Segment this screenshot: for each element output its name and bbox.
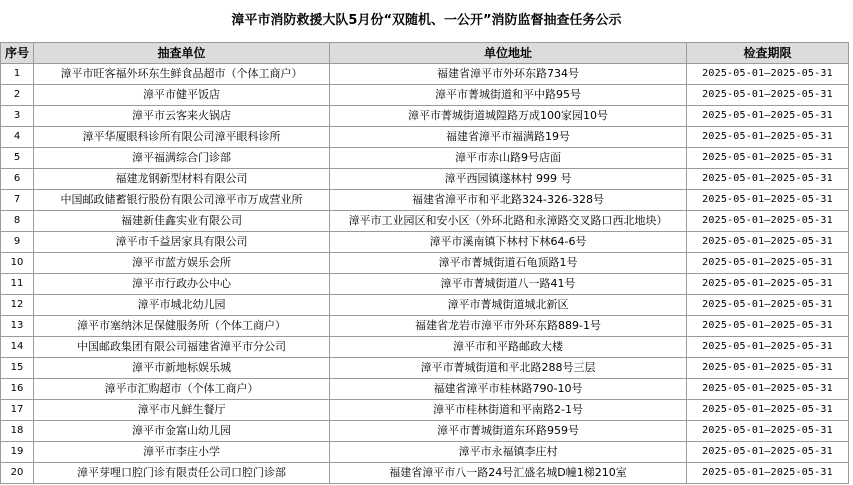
cell-number[interactable]: 20	[1, 463, 34, 484]
table-row	[1, 295, 849, 316]
cell-unit[interactable]: 漳平市城北幼儿园	[34, 295, 330, 316]
table-row	[1, 232, 849, 253]
cell-period[interactable]: 2025-05-01—2025-05-31	[687, 232, 849, 253]
cell-period[interactable]: 2025-05-01—2025-05-31	[687, 127, 849, 148]
cell-number[interactable]: 14	[1, 337, 34, 358]
cell-number[interactable]: 17	[1, 400, 34, 421]
cell-period[interactable]: 2025-05-01—2025-05-31	[687, 106, 849, 127]
table-row	[1, 463, 849, 484]
cell-address[interactable]: 漳平市永福镇李庄村	[330, 442, 687, 463]
cell-number[interactable]: 12	[1, 295, 34, 316]
cell-period[interactable]: 2025-05-01—2025-05-31	[687, 253, 849, 274]
cell-unit[interactable]: 漳平市李庄小学	[34, 442, 330, 463]
cell-address[interactable]: 漳平市桂林街道和平南路2-1号	[330, 400, 687, 421]
cell-unit[interactable]: 漳平福满综合门诊部	[34, 148, 330, 169]
cell-unit[interactable]: 漳平市塞纳沐足保健服务所（个体工商户）	[34, 316, 330, 337]
table-row	[1, 337, 849, 358]
cell-address[interactable]: 漳平市工业园区和安小区（外环北路和永漳路交叉路口西北地块）	[330, 211, 687, 232]
table-row	[1, 148, 849, 169]
cell-number[interactable]: 1	[1, 64, 34, 85]
cell-unit[interactable]: 漳平市云客来火锅店	[34, 106, 330, 127]
cell-unit[interactable]: 中国邮政储蓄银行股份有限公司漳平市万成营业所	[34, 190, 330, 211]
cell-address[interactable]: 福建省漳平市外环东路734号	[330, 64, 687, 85]
table-row	[1, 211, 849, 232]
cell-address[interactable]: 漳平市菁城街道和平北路288号三层	[330, 358, 687, 379]
cell-number[interactable]: 2	[1, 85, 34, 106]
cell-unit[interactable]: 漳平市凡鲜生餐厅	[34, 400, 330, 421]
cell-address[interactable]: 漳平西园镇遂林村 999 号	[330, 169, 687, 190]
cell-number[interactable]: 3	[1, 106, 34, 127]
cell-address[interactable]: 漳平市赤山路9号店面	[330, 148, 687, 169]
table-row	[1, 274, 849, 295]
table-row	[1, 442, 849, 463]
cell-period[interactable]: 2025-05-01—2025-05-31	[687, 64, 849, 85]
table-row	[1, 64, 849, 85]
cell-period[interactable]: 2025-05-01—2025-05-31	[687, 85, 849, 106]
cell-number[interactable]: 16	[1, 379, 34, 400]
cell-period[interactable]: 2025-05-01—2025-05-31	[687, 211, 849, 232]
cell-period[interactable]: 2025-05-01—2025-05-31	[687, 442, 849, 463]
table-row	[1, 190, 849, 211]
header-address[interactable]: 单位地址	[330, 43, 687, 64]
cell-period[interactable]: 2025-05-01—2025-05-31	[687, 274, 849, 295]
cell-number[interactable]: 13	[1, 316, 34, 337]
cell-address[interactable]: 漳平市菁城街道城北新区	[330, 295, 687, 316]
cell-unit[interactable]: 漳平市行政办公中心	[34, 274, 330, 295]
cell-period[interactable]: 2025-05-01—2025-05-31	[687, 148, 849, 169]
table-row	[1, 316, 849, 337]
table-row	[1, 169, 849, 190]
header-row	[1, 43, 849, 64]
cell-unit[interactable]: 漳平市千益居家具有限公司	[34, 232, 330, 253]
cell-period[interactable]: 2025-05-01—2025-05-31	[687, 379, 849, 400]
table-row	[1, 85, 849, 106]
cell-unit[interactable]: 漳平市汇购超市（个体工商户）	[34, 379, 330, 400]
cell-number[interactable]: 4	[1, 127, 34, 148]
cell-address[interactable]: 漳平市菁城街道石龟顶路1号	[330, 253, 687, 274]
cell-number[interactable]: 5	[1, 148, 34, 169]
table-row	[1, 127, 849, 148]
cell-period[interactable]: 2025-05-01—2025-05-31	[687, 169, 849, 190]
cell-address[interactable]: 漳平市溪南镇下林村下林64-6号	[330, 232, 687, 253]
cell-period[interactable]: 2025-05-01—2025-05-31	[687, 400, 849, 421]
cell-period[interactable]: 2025-05-01—2025-05-31	[687, 421, 849, 442]
cell-address[interactable]: 漳平市和平路邮政大楼	[330, 337, 687, 358]
cell-unit[interactable]: 福建龙钢新型材料有限公司	[34, 169, 330, 190]
cell-period[interactable]: 2025-05-01—2025-05-31	[687, 316, 849, 337]
cell-period[interactable]: 2025-05-01—2025-05-31	[687, 190, 849, 211]
cell-address[interactable]: 福建省漳平市福满路19号	[330, 127, 687, 148]
table-row	[1, 253, 849, 274]
table-row	[1, 421, 849, 442]
sheet-title: 漳平市消防救援大队5月份“双随机、一公开”消防监督抽查任务公示	[231, 13, 622, 28]
cell-period[interactable]: 2025-05-01—2025-05-31	[687, 463, 849, 484]
cell-address[interactable]: 漳平市菁城街道城隍路万成100家园10号	[330, 106, 687, 127]
cell-number[interactable]: 8	[1, 211, 34, 232]
cell-address[interactable]: 福建省漳平市八一路24号汇盛名城D幢1梯210室	[330, 463, 687, 484]
header-period[interactable]: 检查期限	[687, 43, 849, 64]
table-row	[1, 358, 849, 379]
cell-address[interactable]: 福建省龙岩市漳平市外环东路889-1号	[330, 316, 687, 337]
table-row	[1, 379, 849, 400]
cell-number[interactable]: 19	[1, 442, 34, 463]
cell-period[interactable]: 2025-05-01—2025-05-31	[687, 337, 849, 358]
cell-number[interactable]: 9	[1, 232, 34, 253]
cell-number[interactable]: 18	[1, 421, 34, 442]
inspection-table	[0, 42, 849, 484]
header-number[interactable]: 序号	[1, 43, 34, 64]
cell-unit[interactable]: 中国邮政集团有限公司福建省漳平市分公司	[34, 337, 330, 358]
cell-unit[interactable]: 福建新佳鑫实业有限公司	[34, 211, 330, 232]
header-unit[interactable]: 抽查单位	[34, 43, 330, 64]
cell-address[interactable]: 福建省漳平市桂林路790-10号	[330, 379, 687, 400]
cell-unit[interactable]: 漳平市金富山幼儿园	[34, 421, 330, 442]
cell-unit[interactable]: 漳平华厦眼科诊所有限公司漳平眼科诊所	[34, 127, 330, 148]
table-row	[1, 400, 849, 421]
cell-unit[interactable]: 漳平市新地标娱乐城	[34, 358, 330, 379]
cell-address[interactable]: 漳平市菁城街道八一路41号	[330, 274, 687, 295]
cell-address[interactable]: 福建省漳平市和平北路324-326-328号	[330, 190, 687, 211]
cell-number[interactable]: 7	[1, 190, 34, 211]
cell-unit[interactable]: 漳平市旺客福外环东生鲜食品超市（个体工商户）	[34, 64, 330, 85]
cell-address[interactable]: 漳平市菁城街道和平中路95号	[330, 85, 687, 106]
cell-unit[interactable]: 漳平芽哩口腔门诊有限责任公司口腔门诊部	[34, 463, 330, 484]
cell-number[interactable]: 11	[1, 274, 34, 295]
table-row	[1, 106, 849, 127]
cell-number[interactable]: 10	[1, 253, 34, 274]
cell-number[interactable]: 6	[1, 169, 34, 190]
cell-unit[interactable]: 漳平市蓝方娱乐会所	[34, 253, 330, 274]
cell-unit[interactable]: 漳平市健平饭店	[34, 85, 330, 106]
cell-period[interactable]: 2025-05-01—2025-05-31	[687, 358, 849, 379]
cell-address[interactable]: 漳平市菁城街道东环路959号	[330, 421, 687, 442]
cell-number[interactable]: 15	[1, 358, 34, 379]
cell-period[interactable]: 2025-05-01—2025-05-31	[687, 295, 849, 316]
